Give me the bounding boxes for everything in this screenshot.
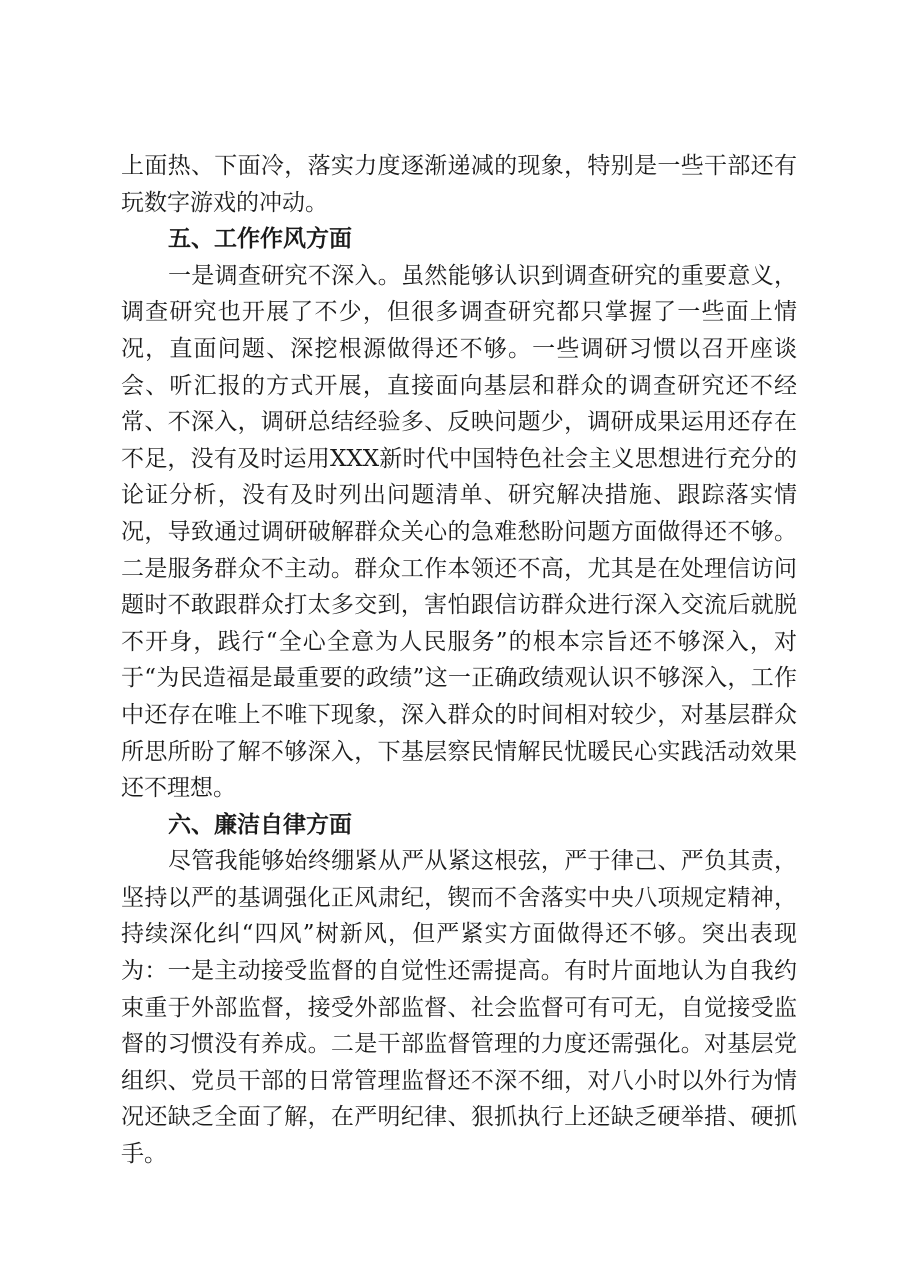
paragraph-integrity: 尽管我能够始终绷紧从严从紧这根弦，严于律己、严负其责，坚持以严的基调强化正风肃纪，锲而不舍落实中央八项规定精神，持续深化纠“四风”树新风，但严紧实方面做得还不够。突出表现为：一是主动接受监督的自觉性还需提高。有时片面地认为自我约束重于外部监督，接受外部监督、社会监督可有可无，自觉接受监督的习惯没有养成。二是干部监督管理的力度还需强化。对基层党组织、党员干部的日常管理监督还不深不细，对八小时以外行为情况还缺乏全面了解，在严明纪律、狠抓执行上还缺乏硬举措、硬抓手。: [121, 848, 797, 1168]
section-heading-integrity: 六、廉洁自律方面: [168, 811, 352, 838]
document-body: [121, 148, 797, 1173]
paragraph-work-style: 一是调查研究不深入。虽然能够认识到调查研究的重要意义，调查研究也开展了不少，但很多调查研究都只掌握了一些面上情况，直面问题、深挖根源做得还不够。一些调研习惯以召开座谈会、听汇报的方式开展，直接面向基层和群众的调查研究还不经常、不深入，调研总结经验多、反映问题少，调研成果运用还存在不足，没有及时运用XXX新时代中国特色社会主义思想进行充分的论证分析，没有及时列出问题清单、研究解决措施、跟踪落实情况，导致通过调研破解群众关心的急难愁盼问题方面做得还不够。二是服务群众不主动。群众工作本领还不高，尤其是在处理信访问题时不敢跟群众打太多交到，害怕跟信访群众进行深入交流后就脱不开身，践行“全心全意为人民服务”的根本宗旨还不够深入，对于“为民造福是最重要的政绩”这一正确政绩观认识不够深入，工作中还存在唯上不唯下现象，深入群众的时间相对较少，对基层群众所思所盼了解不够深入，下基层察民情解民忧暖民心实践活动效果还不理想。: [121, 262, 797, 802]
section-heading-work-style: 五、工作作风方面: [168, 226, 352, 253]
paragraph-continuation: 上面热、下面冷，落实力度逐渐递减的现象，特别是一些干部还有玩数字游戏的冲动。: [121, 153, 797, 216]
